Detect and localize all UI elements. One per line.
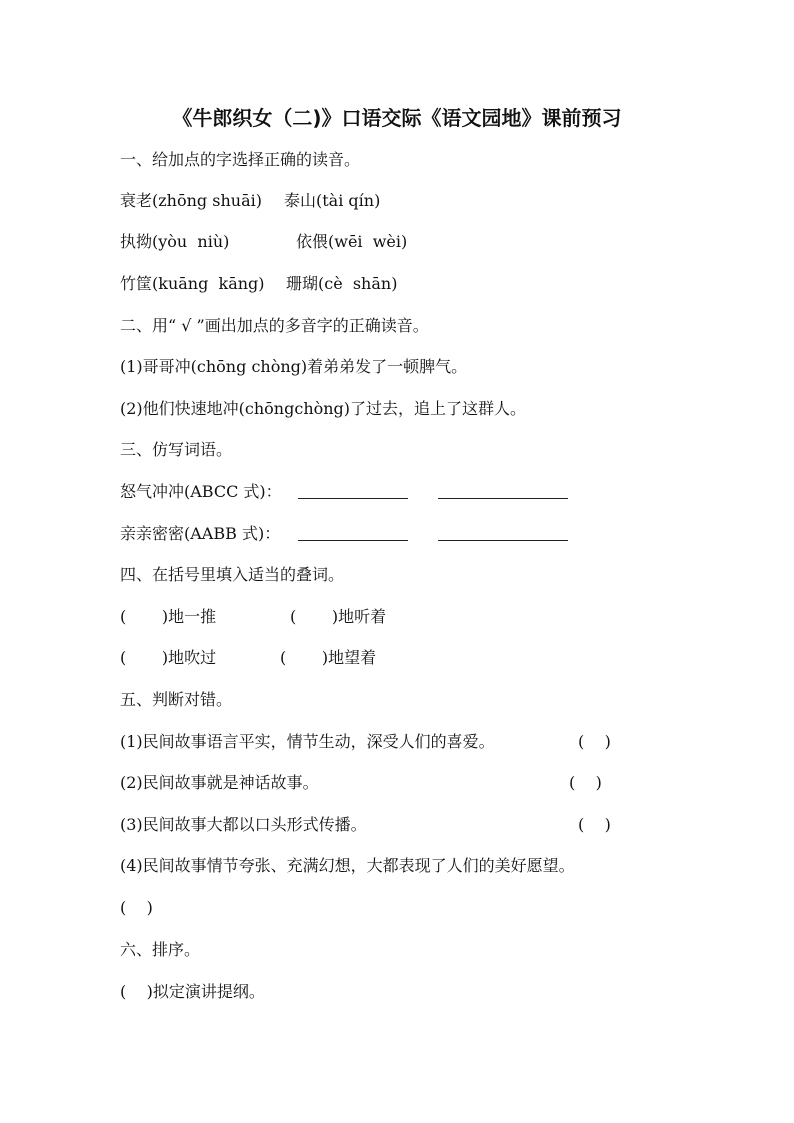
- judge-statement-1: (1)民间故事语言平实，情节生动，深受人们的喜爱。: [120, 732, 495, 751]
- judge-row-3: [120, 814, 640, 836]
- section-1-heading: 一、给加点的字选择正确的读音。: [120, 150, 361, 169]
- section-6-heading: 六、排序。: [120, 940, 201, 959]
- section-2-heading: 二、用“ √ ”画出加点的多音字的正确读音。: [120, 316, 429, 335]
- judge-answer-paren[interactable]: ( ): [578, 815, 611, 834]
- imitate-row-abcc: [120, 481, 580, 503]
- answer-blank[interactable]: [438, 498, 568, 499]
- pinyin-row-2: [120, 231, 408, 253]
- fill-item-tingzhe[interactable]: ( )地听着: [290, 607, 387, 626]
- reduplication-row-1: [120, 606, 387, 628]
- reduplication-row-2: [120, 647, 377, 669]
- pinyin-choice-shuailao: 衰老(zhōng shuāi): [120, 191, 262, 210]
- pinyin-choice-taishan: 泰山(tài qín): [284, 191, 381, 210]
- polyphone-item-2: (2)他们快速地冲(chōngchòng)了过去，追上了这群人。: [120, 399, 527, 418]
- imitate-row-aabb: [120, 523, 580, 545]
- judge-answer-paren[interactable]: ( ): [569, 773, 602, 792]
- pinyin-choice-zhukuang: 竹筐(kuāng kāng): [120, 274, 265, 293]
- judge-row-1: [120, 731, 640, 753]
- section-3-heading: 三、仿写词语。: [120, 440, 233, 459]
- page-title: 《牛郎织女（二)》口语交际《语文园地》课前预习: [172, 106, 622, 130]
- fill-item-tui[interactable]: ( )地一推: [120, 607, 217, 626]
- pinyin-choice-yiwei: 依偎(wēi wèi): [296, 232, 408, 251]
- pinyin-row-3: [120, 273, 398, 295]
- ordering-item-1[interactable]: ( )拟定演讲提纲。: [120, 982, 265, 1001]
- judge-answer-paren[interactable]: ( ): [120, 898, 153, 917]
- judge-row-2: [120, 772, 640, 794]
- pinyin-choice-zhiniu: 执拗(yòu niù): [120, 232, 230, 251]
- polyphone-item-1: (1)哥哥冲(chōng chòng)着弟弟发了一顿脾气。: [120, 357, 468, 376]
- pinyin-choice-shanhu: 珊瑚(cè shān): [286, 274, 398, 293]
- section-4-heading: 四、在括号里填入适当的叠词。: [120, 565, 345, 584]
- judge-statement-3: (3)民间故事大都以口头形式传播。: [120, 815, 367, 834]
- pinyin-row-1: [120, 190, 381, 212]
- imitate-label-abcc: 怒气冲冲(ABCC 式)：: [120, 482, 282, 501]
- judge-statement-4: (4)民间故事情节夸张、充满幻想，大都表现了人们的美好愿望。: [120, 856, 575, 875]
- fill-item-wangzhe[interactable]: ( )地望着: [280, 648, 377, 667]
- answer-blank[interactable]: [438, 540, 568, 541]
- judge-statement-2: (2)民间故事就是神话故事。: [120, 773, 319, 792]
- answer-blank[interactable]: [298, 498, 408, 499]
- answer-blank[interactable]: [298, 540, 408, 541]
- section-5-heading: 五、判断对错。: [120, 690, 233, 709]
- judge-answer-paren[interactable]: ( ): [578, 732, 611, 751]
- fill-item-chuiguo[interactable]: ( )地吹过: [120, 648, 217, 667]
- imitate-label-aabb: 亲亲密密(AABB 式)：: [120, 524, 281, 543]
